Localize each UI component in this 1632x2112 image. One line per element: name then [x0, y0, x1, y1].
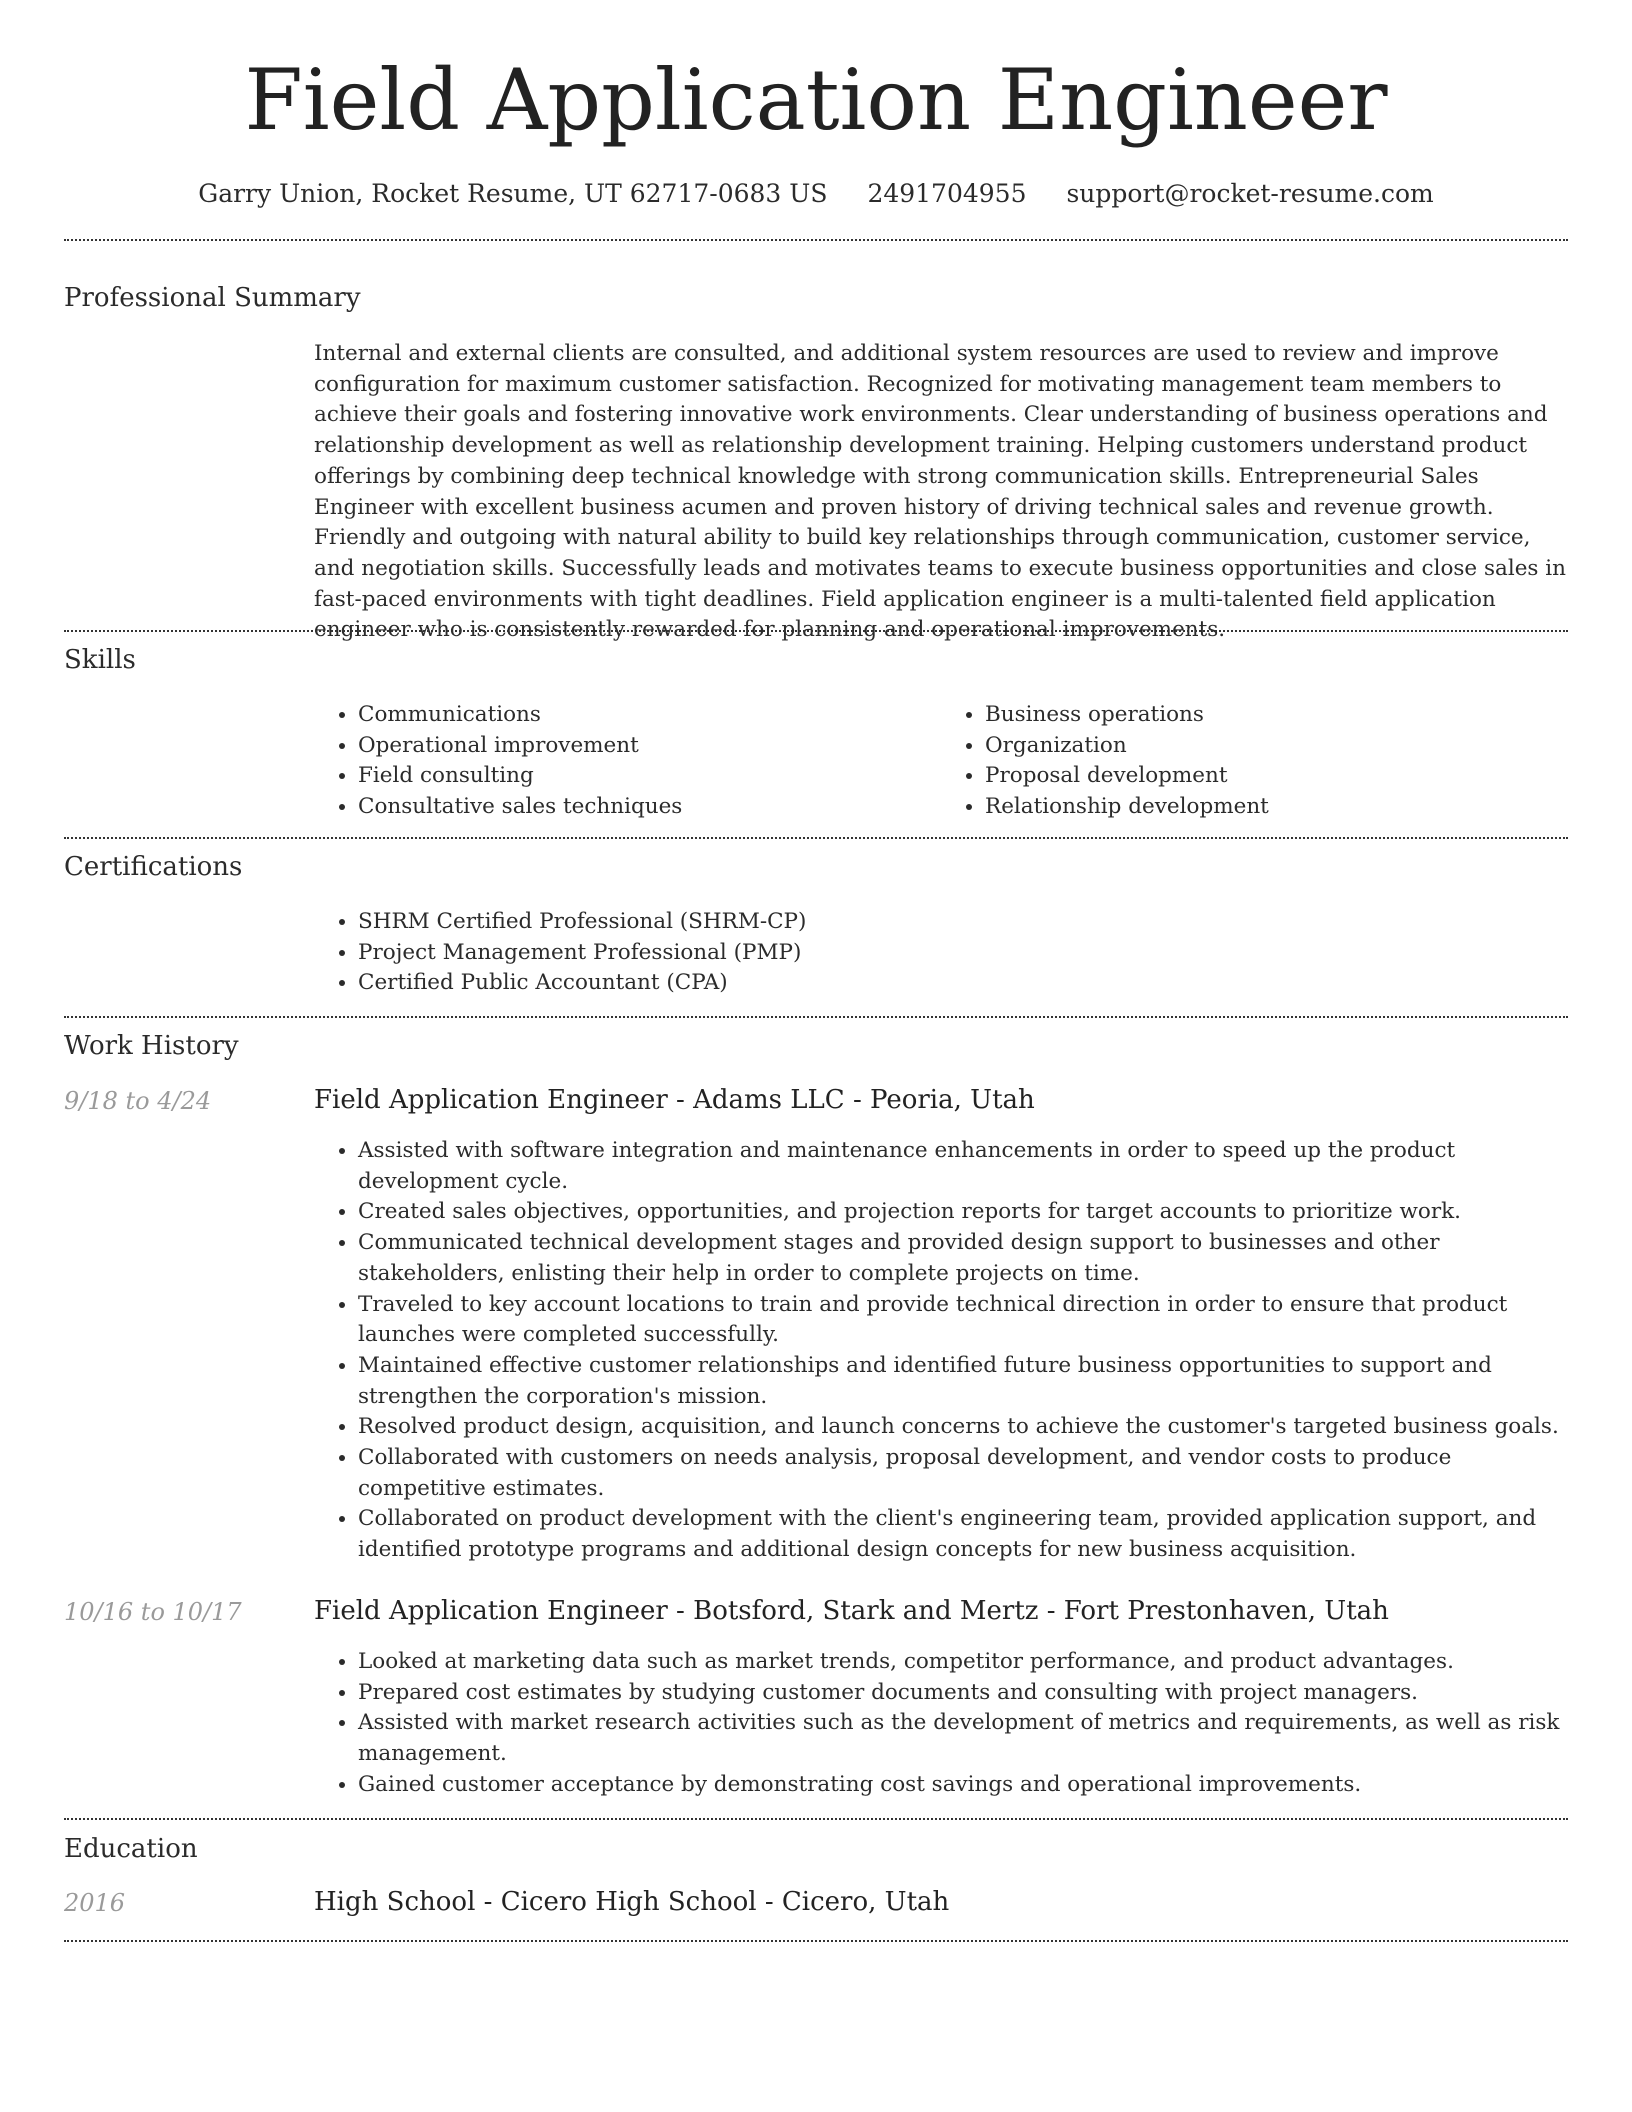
section-heading-work-history: Work History	[64, 1031, 239, 1061]
skills-list	[314, 700, 1568, 823]
list-item: • Created sales objectives, opportunities, and projection reports for target accounts to prioritize work.	[358, 1197, 1568, 1228]
list-item: • Communications	[358, 700, 941, 731]
resume-header	[0, 0, 1632, 210]
list-item: • Assisted with software integration and maintenance enhancements in order to speed up the product development cycle.	[358, 1136, 1568, 1197]
list-item: • Proposal development	[985, 761, 1568, 792]
list-item: • Relationship development	[985, 792, 1568, 823]
divider	[64, 1818, 1568, 1820]
job-bullets	[314, 1136, 1568, 1566]
job-title: Field Application Engineer - Botsford, Stark and Mertz - Fort Prestonhaven, Utah	[314, 1596, 1389, 1626]
list-item: • Consultative sales techniques	[358, 792, 941, 823]
list-item: • Maintained effective customer relationships and identified future business opportunities to support and strengthen the corporation's mission.	[358, 1351, 1568, 1412]
divider	[64, 1940, 1568, 1942]
contact-phone: 2491704955	[867, 179, 1027, 208]
job-dates: 10/16 to 10/17	[64, 1598, 242, 1626]
list-item: • Collaborated on product development with the client's engineering team, provided application support, and identified prototype programs and additional design concepts for new business acquisition.	[358, 1504, 1568, 1565]
list-item: • Project Management Professional (PMP)	[358, 938, 1568, 969]
contact-line	[0, 178, 1632, 210]
list-item: • Resolved product design, acquisition, and launch concerns to achieve the customer's targeted business goals.	[358, 1412, 1568, 1443]
page-title: Field Application Engineer	[244, 51, 1388, 149]
job-dates: 9/18 to 4/24	[64, 1087, 212, 1115]
education-title: High School - Cicero High School - Cicero, Utah	[314, 1887, 950, 1917]
divider	[64, 1016, 1568, 1018]
contact-email: support@rocket-resume.com	[1066, 179, 1434, 208]
list-item: • Certified Public Accountant (CPA)	[358, 968, 1568, 999]
list-item: • Field consulting	[358, 761, 941, 792]
list-item: • Collaborated with customers on needs analysis, proposal development, and vendor costs to produce competitive estimates.	[358, 1443, 1568, 1504]
list-item: • Traveled to key account locations to train and provide technical direction in order to ensure that product launches were completed successfully.	[358, 1290, 1568, 1351]
section-heading-summary: Professional Summary	[64, 283, 361, 313]
education-year: 2016	[64, 1889, 126, 1917]
list-item: • Gained customer acceptance by demonstrating cost savings and operational improvements.	[358, 1770, 1568, 1801]
list-item: • SHRM Certified Professional (SHRM-CP)	[358, 907, 1568, 938]
skills-column-left	[314, 700, 941, 823]
skills-column-right	[941, 700, 1568, 823]
divider	[64, 239, 1568, 241]
summary-text: Internal and external clients are consulted, and additional system resources are used to review and improve configuration for maximum customer satisfaction. Recognized for motivating management team members to achieve their goals and fostering innovative work environments. Clear understanding of business operations and relationship development as well as relationship development training. Helping customers understand product offerings by combining deep technical knowledge with strong communication skills. Entrepreneurial Sales Engineer with excellent business acumen and proven history of driving technical sales and revenue growth. Friendly and outgoing with natural ability to build key relationships through communication, customer service, and negotiation skills. Successfully leads and motivates teams to execute business opportunities and close sales in fast-paced environments with tight deadlines. Field application engineer is a multi-talented field application engineer who is consistently rewarded for planning and operational improvements.	[314, 341, 1567, 643]
list-item: • Communicated technical development stages and provided design support to businesses and other stakeholders, enlisting their help in order to complete projects on time.	[358, 1228, 1568, 1289]
certifications-list	[314, 907, 1568, 999]
section-heading-skills: Skills	[64, 645, 136, 675]
divider	[64, 630, 1568, 632]
job-bullets	[314, 1647, 1568, 1801]
divider	[64, 837, 1568, 839]
job-title: Field Application Engineer - Adams LLC - Peoria, Utah	[314, 1085, 1035, 1115]
list-item: • Prepared cost estimates by studying customer documents and consulting with project managers.	[358, 1678, 1568, 1709]
contact-address: Garry Union, Rocket Resume, UT 62717-0683 US	[198, 179, 828, 208]
section-heading-certifications: Certifications	[64, 852, 243, 882]
list-item: • Looked at marketing data such as market trends, competitor performance, and product advantages.	[358, 1647, 1568, 1678]
section-heading-education: Education	[64, 1834, 198, 1864]
list-item: • Business operations	[985, 700, 1568, 731]
list-item: • Assisted with market research activities such as the development of metrics and requirements, as well as risk management.	[358, 1708, 1568, 1769]
list-item: • Operational improvement	[358, 731, 941, 762]
list-item: • Organization	[985, 731, 1568, 762]
